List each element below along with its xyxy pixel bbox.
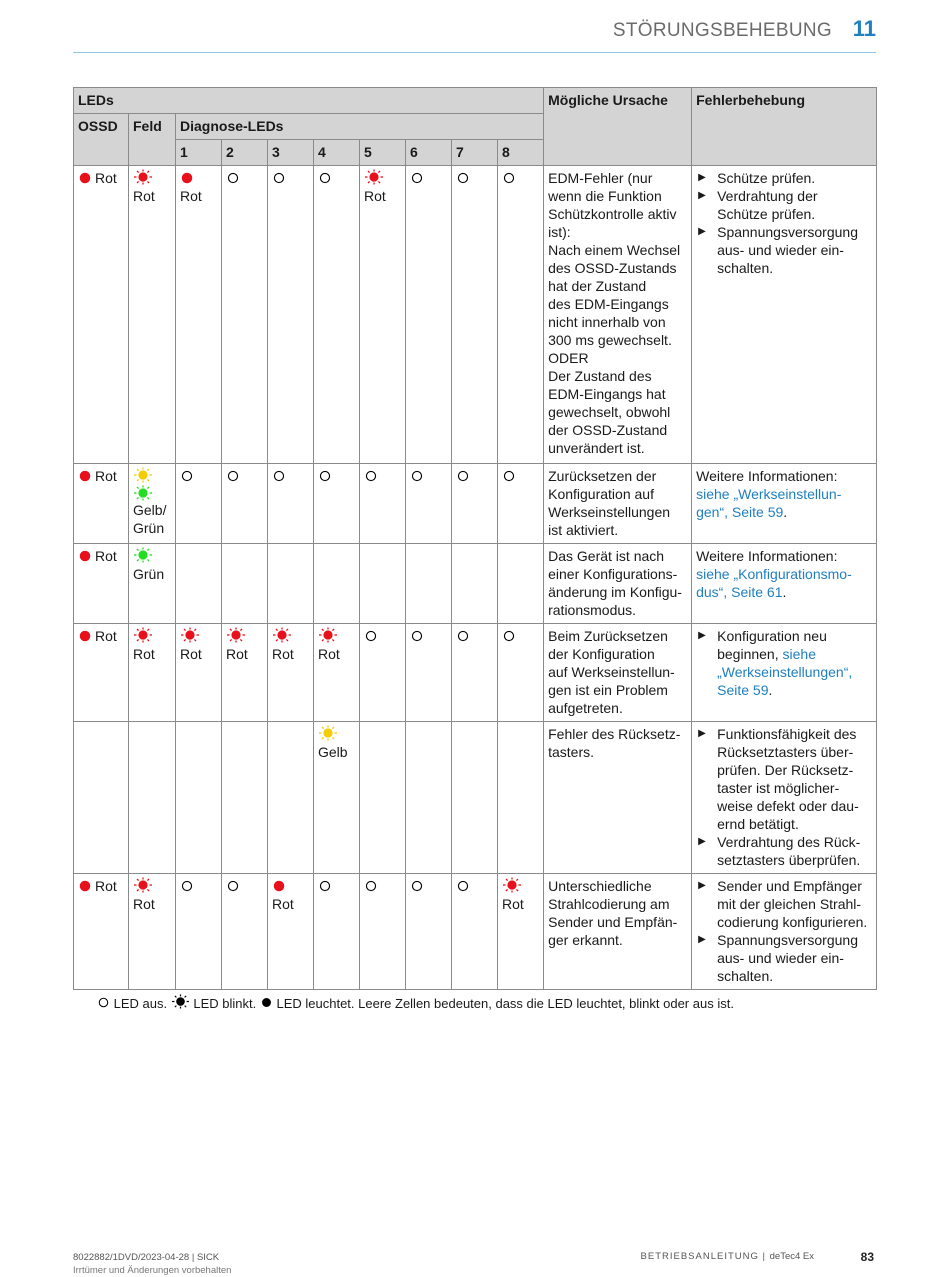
led-off-icon [410,629,424,643]
cell-diag-7 [452,722,498,874]
cell-diag-3: Rot [268,624,314,722]
header-divider [73,52,876,53]
led-off-icon [410,879,424,893]
header-diag-7: 7 [452,140,498,166]
cell-behebung [692,874,877,990]
header-ossd: OSSD [74,114,129,166]
cell-ursache: Das Gerät ist nach einer Konfigurations- änderung im Konfigu- rationsmodus. [544,544,692,624]
chapter-number: 11 [852,16,876,41]
cell-behebung [692,722,877,874]
cell-diag-3 [268,544,314,624]
link-werkseinstellungen[interactable]: siehe [782,646,816,662]
led-blink-red-icon [272,627,292,643]
header-diag-5: 5 [360,140,406,166]
cell-ossd [74,722,129,874]
led-off-icon [318,171,332,185]
section-title: STÖRUNGSBEHEBUNG [612,20,832,41]
cell-diag-8 [498,166,544,464]
page-number: 83 [860,1250,874,1264]
led-off-icon [97,996,110,1009]
link-konfigurationsmodus[interactable]: siehe „Konfigurationsmo- [696,566,852,582]
led-blink-red-icon [226,627,246,643]
cell-diag-8 [498,544,544,624]
led-off-icon [502,629,516,643]
led-off-icon [410,171,424,185]
led-on-red-icon [272,879,286,893]
cell-diag-6 [406,874,452,990]
cell-diag-2 [222,722,268,874]
legend-on: LED leuchtet. Leere Zellen bedeuten, dass die LED leuchtet, blinkt oder aus ist. [276,996,734,1011]
header-diag-6: 6 [406,140,452,166]
cell-diag-6 [406,722,452,874]
cell-diag-1: Rot [176,624,222,722]
legend-off: LED aus. [113,996,168,1011]
footer-doc-id: 8022882/1DVD/2023-04-28 | SICK [73,1252,220,1263]
cell-feld [129,722,176,874]
cell-diag-5 [360,624,406,722]
cell-behebung: Weitere Informationen: siehe „Werkseinstellun- gen“, Seite 59. [692,464,877,544]
cell-ursache: Unterschiedliche Strahlcodierung am Sender und Empfän- ger erkannt. [544,874,692,990]
cell-diag-8 [498,624,544,722]
cell-ossd: Rot [74,544,129,624]
led-blink-yellow-icon [318,725,338,741]
led-off-icon [226,171,240,185]
footer-manual: BETRIEBSANLEITUNG | deTec4 Ex [640,1251,814,1262]
cell-diag-4: Rot [314,624,360,722]
link-konfigurationsmodus[interactable]: dus“, Seite 61 [696,584,783,600]
led-blink-green-icon [133,547,153,563]
cell-diag-7 [452,544,498,624]
led-off-icon [180,469,194,483]
cell-diag-1: Rot [176,166,222,464]
cell-diag-4 [314,874,360,990]
led-off-icon [456,469,470,483]
table-row [74,166,877,464]
led-off-icon [226,879,240,893]
list-item: ▶ Konfiguration neu beginnen, siehe „Werkseinstellungen“, Seite 59. [696,627,872,699]
cell-diag-2 [222,874,268,990]
header-row-1 [74,88,877,114]
cell-feld: Rot [129,624,176,722]
cell-diag-7 [452,464,498,544]
cell-feld: Grün [129,544,176,624]
cell-diag-6 [406,166,452,464]
led-off-icon [318,469,332,483]
list-item: ▶ Schütze prüfen. [696,169,872,187]
led-off-icon [226,469,240,483]
led-on-red-icon [78,879,92,893]
list-item: ▶ Sender und Empfänger mit der gleichen Strahl- codierung konfigurieren. [696,877,872,931]
header-ursache: Mögliche Ursache [544,88,692,166]
link-werkseinstellungen[interactable]: siehe „Werkseinstellun- [696,486,842,502]
led-off-icon [456,171,470,185]
led-off-icon [456,629,470,643]
cell-ossd: Rot [74,624,129,722]
led-off-icon [364,469,378,483]
led-blink-red-icon [364,169,384,185]
led-blink-red-icon [133,627,153,643]
cell-diag-5 [360,544,406,624]
cell-diag-3: Rot [268,874,314,990]
cell-diag-2 [222,464,268,544]
cell-diag-1 [176,874,222,990]
led-off-icon [410,469,424,483]
header-diag-1: 1 [176,140,222,166]
cell-diag-5 [360,722,406,874]
header-diag-8: 8 [498,140,544,166]
led-off-icon [272,469,286,483]
cell-diag-1 [176,464,222,544]
cell-diag-5: Rot [360,166,406,464]
led-off-icon [272,171,286,185]
led-on-red-icon [180,171,194,185]
table-row [74,624,877,722]
cell-diag-5 [360,874,406,990]
led-off-icon [364,879,378,893]
list-item: ▶ Spannungsversorgung aus- und wieder ein- schalten. [696,931,872,985]
led-on-red-icon [78,171,92,185]
cell-ossd: Rot [74,166,129,464]
header-leds: LEDs [74,88,544,114]
cell-feld: Rot [129,166,176,464]
cell-diag-1 [176,544,222,624]
cell-diag-8 [498,464,544,544]
link-werkseinstellungen[interactable]: gen“, Seite 59 [696,504,784,520]
troubleshooting-table [73,87,877,990]
cell-ursache: Beim Zurücksetzen der Konfiguration auf Werkseinstellun- gen ist ein Problem aufgetreten. [544,624,692,722]
footer-note: Irrtümer und Änderungen vorbehalten [73,1265,232,1276]
led-blink-red-icon [180,627,200,643]
cell-diag-8: Rot [498,874,544,990]
cell-diag-2 [222,544,268,624]
cell-diag-7 [452,624,498,722]
led-off-icon [180,879,194,893]
cell-feld: Gelb/ Grün [129,464,176,544]
header-behebung: Fehlerbehebung [692,88,877,166]
led-blink-red-icon [133,169,153,185]
list-item: ▶ Verdrahtung des Rück- setztasters überprüfen. [696,833,872,869]
cell-behebung [692,624,877,722]
link-werkseinstellungen[interactable]: „Werkseinstellungen“, [717,664,853,680]
cell-diag-8 [498,722,544,874]
legend [97,994,734,1011]
led-off-icon [364,629,378,643]
led-on-red-icon [78,629,92,643]
led-blink-red-icon [133,877,153,893]
cell-diag-4 [314,544,360,624]
led-off-icon [318,879,332,893]
cell-diag-7 [452,874,498,990]
cell-diag-2: Rot [222,624,268,722]
table-row [74,464,877,544]
table-row [74,874,877,990]
cell-diag-6 [406,464,452,544]
cell-diag-7 [452,166,498,464]
cell-behebung [692,166,877,464]
header-feld: Feld [129,114,176,166]
led-blink-green-icon [133,485,153,501]
cell-behebung: Weitere Informationen: siehe „Konfigurationsmo- dus“, Seite 61. [692,544,877,624]
footer-manual-type: BETRIEBSANLEITUNG [640,1251,759,1262]
cell-diag-3 [268,464,314,544]
list-item: ▶ Spannungsversorgung aus- und wieder ein- schalten. [696,223,872,277]
cell-ossd: Rot [74,464,129,544]
header-diagnose: Diagnose-LEDs [176,114,544,140]
cell-diag-4: Gelb [314,722,360,874]
led-off-icon [502,171,516,185]
cell-diag-1 [176,722,222,874]
led-blink-icon [171,994,190,1009]
cell-diag-3 [268,166,314,464]
led-on-red-icon [78,469,92,483]
header-diag-2: 2 [222,140,268,166]
legend-blink: LED blinkt. [193,996,257,1011]
led-off-icon [502,469,516,483]
cell-diag-5 [360,464,406,544]
link-werkseinstellungen[interactable]: Seite 59 [717,682,769,698]
list-item: ▶ Verdrahtung der Schütze prüfen. [696,187,872,223]
cell-diag-3 [268,722,314,874]
led-off-icon [456,879,470,893]
cell-ursache: EDM-Fehler (nur wenn die Funktion Schützkontrolle aktiv ist): Nach einem Wechsel des OSSD-Zustands hat der Zustand des EDM-Eingangs nicht innerhalb von 300 ms gewechselt. ODER Der Zustand des EDM-Eingangs hat gewechselt, obwohl der OSSD-Zustand unverändert ist. [544,166,692,464]
led-blink-red-icon [502,877,522,893]
header-diag-4: 4 [314,140,360,166]
cell-diag-4 [314,166,360,464]
led-on-icon [260,996,273,1009]
led-blink-red-icon [318,627,338,643]
led-blink-yellow-icon [133,467,153,483]
cell-diag-6 [406,624,452,722]
footer-doc-info [73,1251,231,1277]
cell-diag-6 [406,544,452,624]
cell-ursache: Fehler des Rücksetz- tasters. [544,722,692,874]
cell-diag-2 [222,166,268,464]
header-diag-3: 3 [268,140,314,166]
table-row [74,544,877,624]
cell-feld: Rot [129,874,176,990]
led-on-red-icon [78,549,92,563]
cell-diag-4 [314,464,360,544]
cell-ossd: Rot [74,874,129,990]
table-row [74,722,877,874]
footer-product: deTec4 Ex [769,1251,814,1262]
list-item: ▶ Funktionsfähigkeit des Rücksetztasters über- prüfen. Der Rücksetz- taster ist möglicher- weise defekt oder dau- ernd betätigt. [696,725,872,833]
cell-ursache: Zurücksetzen der Konfiguration auf Werkseinstellungen ist aktiviert. [544,464,692,544]
